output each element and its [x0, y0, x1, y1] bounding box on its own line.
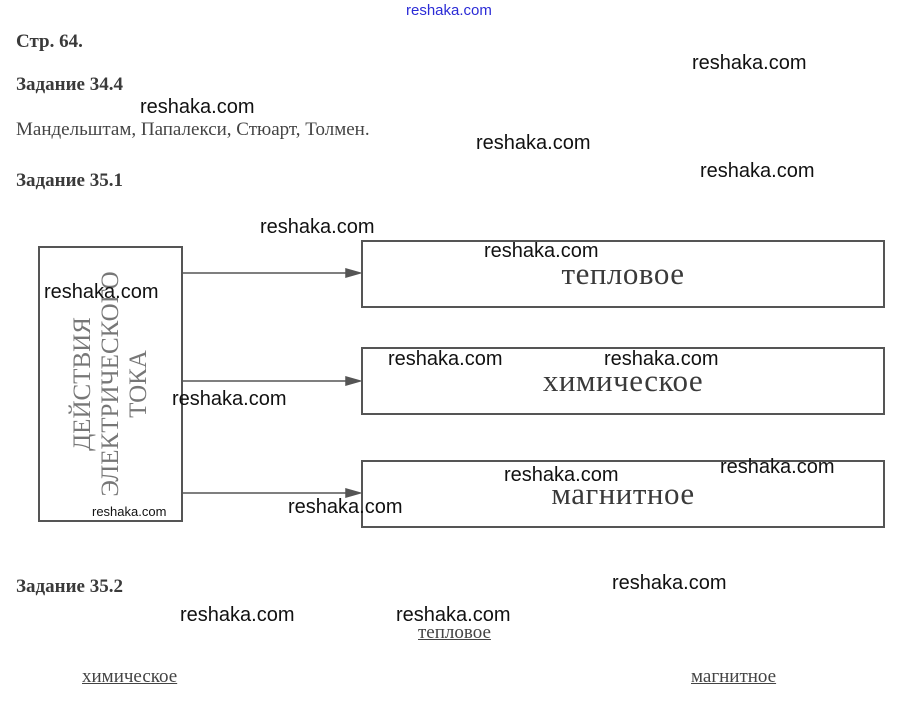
- target-label-thermal: тепловое: [561, 256, 685, 291]
- watermark: reshaka.com: [604, 348, 719, 370]
- answer-magnetic: магнитное: [691, 666, 777, 687]
- source-line-3: ТОКА: [124, 350, 152, 418]
- watermark: reshaka.com: [180, 604, 295, 626]
- watermark: reshaka.com: [484, 240, 599, 262]
- target-label-magnetic: магнитное: [551, 476, 695, 511]
- page-header: Стр. 64.: [16, 31, 83, 52]
- answer-chemical: химическое: [82, 666, 178, 687]
- task-34-4-answer: Мандельштам, Папалекси, Стюарт, Толмен.: [16, 119, 370, 140]
- watermark: reshaka.com: [260, 216, 375, 238]
- watermark: reshaka.com: [692, 52, 807, 74]
- target-box-thermal: [361, 240, 885, 308]
- task-34-4-title: Задание 34.4: [16, 74, 123, 95]
- watermark: reshaka.com: [172, 388, 287, 410]
- watermark: reshaka.com: [288, 496, 403, 518]
- watermark-small: reshaka.com: [92, 504, 167, 519]
- source-line-2: ЭЛЕКТРИЧЕСКОГО: [96, 271, 124, 497]
- arrowhead-thermal: [346, 269, 360, 277]
- task-35-2-title: Задание 35.2: [16, 576, 123, 597]
- watermark: reshaka.com: [700, 160, 815, 182]
- target-label-chemical: химическое: [542, 363, 704, 398]
- watermark: reshaka.com: [476, 132, 591, 154]
- watermark-top[interactable]: reshaka.com: [406, 2, 492, 19]
- watermark: reshaka.com: [396, 604, 511, 626]
- arrowhead-chemical: [346, 377, 360, 385]
- watermark: reshaka.com: [44, 281, 159, 303]
- answer-thermal: тепловое: [418, 622, 491, 643]
- watermark: reshaka.com: [388, 348, 503, 370]
- task-35-1-title: Задание 35.1: [16, 170, 123, 191]
- watermark: reshaka.com: [720, 456, 835, 478]
- watermark: reshaka.com: [612, 572, 727, 594]
- source-line-1: ДЕЙСТВИЯ: [68, 317, 96, 451]
- watermark: reshaka.com: [504, 464, 619, 486]
- watermark: reshaka.com: [140, 96, 255, 118]
